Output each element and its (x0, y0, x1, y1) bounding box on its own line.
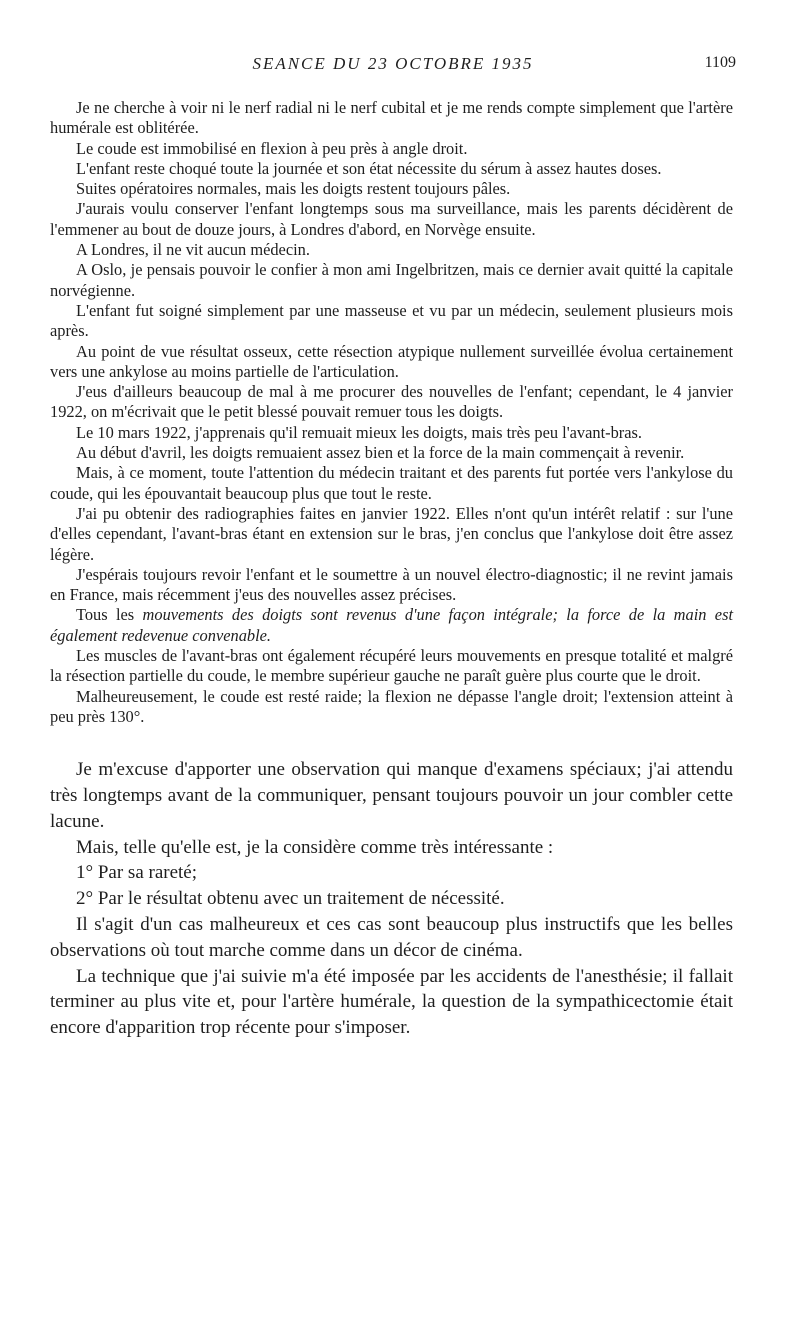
paragraph: Malheureusement, le coude est resté raide; la flexion ne dépasse l'angle droit; l'extension atteint à peu près 130°. (50, 686, 733, 726)
paragraph: L'enfant reste choqué toute la journée et son état nécessite du sérum à assez hautes doses. (76, 158, 662, 178)
paragraph: Je m'excuse d'apporter une observation qui manque d'examens spéciaux; j'ai attendu très longtemps avant de la communiquer, pensant toujours pouvoir un jour combler cette lacune. (50, 759, 733, 832)
paragraph: A Oslo, je pensais pouvoir le confier à mon ami Ingelbritzen, mais ce dernier avait quitté la capitale norvégienne. (50, 260, 733, 300)
paragraph: Mais, à ce moment, toute l'attention du médecin traitant et des parents fut portée vers l'ankylose du coude, qui les épouvantait beaucoup plus que tout le reste. (50, 463, 733, 503)
paragraph: Je ne cherche à voir ni le nerf radial ni le nerf cubital et je me rends compte simplement que l'artère humérale est oblitérée. (50, 98, 733, 138)
italic-paragraph (50, 605, 733, 646)
paragraph: J'espérais toujours revoir l'enfant et le soumettre à un nouvel électro-diagnostic; il ne revint jamais en France, mais récemment j'eus des nouvelles assez précises. (50, 564, 733, 605)
paragraph: Au point de vue résultat osseux, cette résection atypique nullement surveillée évolua certainement vers une ankylose au moins partielle de l'articulation. (50, 341, 733, 381)
discussion-section (50, 757, 733, 1041)
case-report-section (50, 98, 733, 727)
list-item: 1° Par sa rareté; (76, 862, 198, 884)
paragraph: J'eus d'ailleurs beaucoup de mal à me procurer des nouvelles de l'enfant; cependant, le 4 janvier 1922, on m'écrivait que le petit blessé pouvait remuer tous les doigts. (50, 382, 733, 422)
paragraph: La technique que j'ai suivie m'a été imposée par les accidents de l'anesthésie; il fallait terminer au plus vite et, pour l'artère humérale, la question de la sympathicectomie était encore d'apparition trop récente pour s'imposer. (50, 965, 733, 1039)
list-item: 2° Par le résultat obtenu avec un traitement de nécessité. (76, 888, 505, 910)
paragraph: Il s'agit d'un cas malheureux et ces cas sont beaucoup plus instructifs que les belles observations où tout marche comme dans un décor de cinéma. (50, 913, 733, 961)
paragraph: Le coude est immobilisé en flexion à peu près à angle droit. (76, 138, 468, 158)
running-title: SEANCE DU 23 OCTOBRE 1935 (252, 54, 534, 73)
paragraph: J'aurais voulu conserver l'enfant longtemps sous ma surveillance, mais les parents décidèrent de l'emmener au bout de douze jours, à Londres d'abord, en Norvège ensuite. (50, 199, 733, 239)
page-number: 1109 (704, 54, 736, 71)
paragraph: Le 10 mars 1922, j'apprenais qu'il remuait mieux les doigts, mais très peu l'avant-bras. (76, 422, 643, 442)
italic-paragraph-emphasis: mouvements des doigts sont revenus d'une façon intégrale; la force de la main est également redevenue convenable. (50, 605, 733, 645)
page-body (50, 98, 733, 1041)
paragraph: Suites opératoires normales, mais les doigts restent toujours pâles. (76, 179, 511, 199)
italic-paragraph-prefix: Tous les (76, 605, 143, 625)
paragraph: Les muscles de l'avant-bras ont également récupéré leurs mouvements en presque totalité et malgré la résection partielle du coude, le membre supérieur gauche ne paraît guère plus courte que le droit. (50, 646, 733, 686)
paragraph: Mais, telle qu'elle est, je la considère comme très intéressante : (76, 836, 554, 858)
paragraph: A Londres, il ne vit aucun médecin. (76, 240, 310, 260)
paragraph: J'ai pu obtenir des radiographies faites en janvier 1922. Elles n'ont qu'un intérêt relatif : sur l'une d'elles cependant, l'avant-bras étant en extension sur le bras, j'en conclus que l'ankylose doit être assez légère. (50, 503, 733, 564)
page-header (50, 54, 736, 76)
paragraph: L'enfant fut soigné simplement par une masseuse et vu par un médecin, seulement plusieurs mois après. (50, 300, 733, 341)
paragraph: Au début d'avril, les doigts remuaient assez bien et la force de la main commençait à revenir. (76, 443, 685, 463)
